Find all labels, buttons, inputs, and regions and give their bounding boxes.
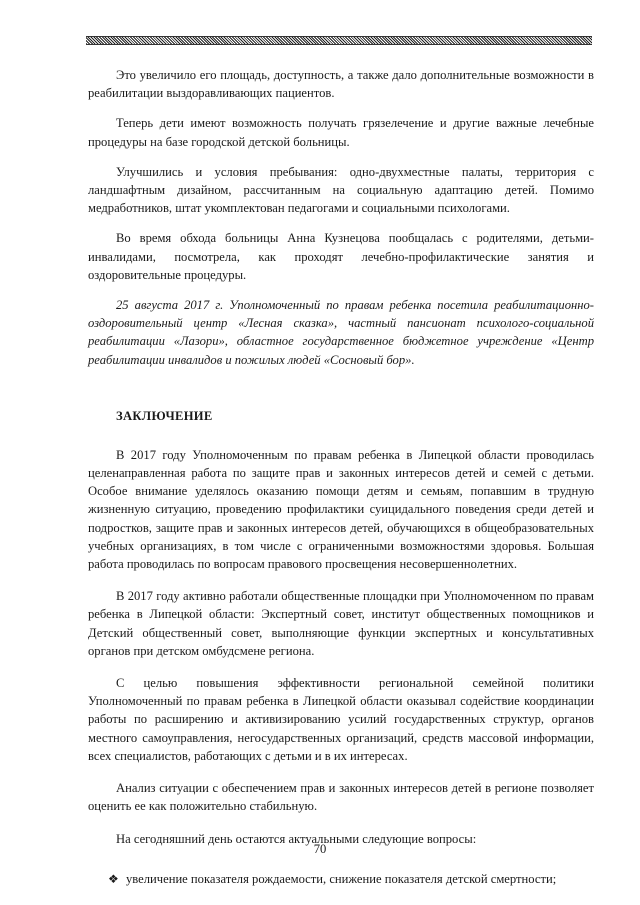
page-body [88, 66, 594, 888]
list-item [88, 870, 594, 888]
paragraph-august-visit: 25 августа 2017 г. Уполномоченный по правам ребенка посетила реабилитационно-оздоровительный центр «Лесная сказка», частный пансионат психолого-социальной реабилитации «Лазори», областное государственное бюджетное учреждение «Центр реабилитации инвалидов и пожилых людей «Сосновый бор». [88, 298, 594, 367]
paragraph-situation-analysis: Анализ ситуации с обеспечением прав и законных интересов детей в регионе позволяет оценить ее как положительно стабильную. [88, 781, 594, 814]
paragraph-hospital-visit: Во время обхода больницы Анна Кузнецова пообщалась с родителями, детьми-инвалидами, посмотрела, как проходят лечебно-профилактические занятия и оздоровительные процедуры. [88, 231, 594, 282]
paragraph-rehabilitation-opportunities: Это увеличило его площадь, доступность, а также дало дополнительные возможности в реабилитации выздоравливающих пациентов. [88, 68, 594, 101]
page-number: 70 [313, 842, 327, 856]
header-decoration-band [86, 36, 592, 45]
four-diamond-bullet-icon: ❖ [108, 871, 119, 886]
list-item-text: увеличение показателя рождаемости, снижение показателя детской смертности; [126, 871, 557, 886]
paragraph-mud-therapy: Теперь дети имеют возможность получать грязелечение и другие важные лечебные процедуры на базе городской детской больницы. [88, 116, 594, 149]
paragraph-current-issues-intro: На сегодняшний день остаются актуальными следующие вопросы: [116, 831, 477, 846]
paragraph-improved-conditions: Улучшились и условия пребывания: одно-двухместные палаты, территория с ландшафтным дизайном, рассчитанным на социальную адаптацию детей. Помимо медработников, штат укомплектован педагогами и социальными психологами. [88, 164, 594, 216]
section-heading-conclusion: ЗАКЛЮЧЕНИЕ [116, 408, 213, 423]
paragraph-public-platforms: В 2017 году активно работали общественные площадки при Уполномоченном по правам ребенка в Липецкой области: Экспертный совет, институт общественных помощников и Детский общественный совет, выполняющие функции экспертных и консультативных органов при детском омбудсмене региона. [88, 589, 594, 658]
paragraph-family-policy: С целью повышения эффективности региональной семейной политики Уполномоченный по правам ребенка в Липецкой области оказывал содействие координации работы по расширению и активизированию усилий государственных структур, органов местного самоуправления, негосударственных организаций, средств массовой информации, всех специалистов, работающих с детьми и в их интересах. [88, 676, 594, 763]
paragraph-conclusion-work-summary: В 2017 году Уполномоченным по правам ребенка в Липецкой области проводилась целенаправленная работа по защите прав и законных интересов детей и семей с детьми. Особое внимание уделялось оказанию помощи детям и семьям, попавшим в трудную жизненную ситуацию, проведению профилактики суицидального поведения среди детей и подростков, защите прав и законных интересов детей, обучающихся в общеобразовательных учебных организациях, в том числе с ограниченными возможностями здоровья. Большая работа проводилась по вопросам правового просвещения несовершеннолетних. [88, 447, 594, 572]
